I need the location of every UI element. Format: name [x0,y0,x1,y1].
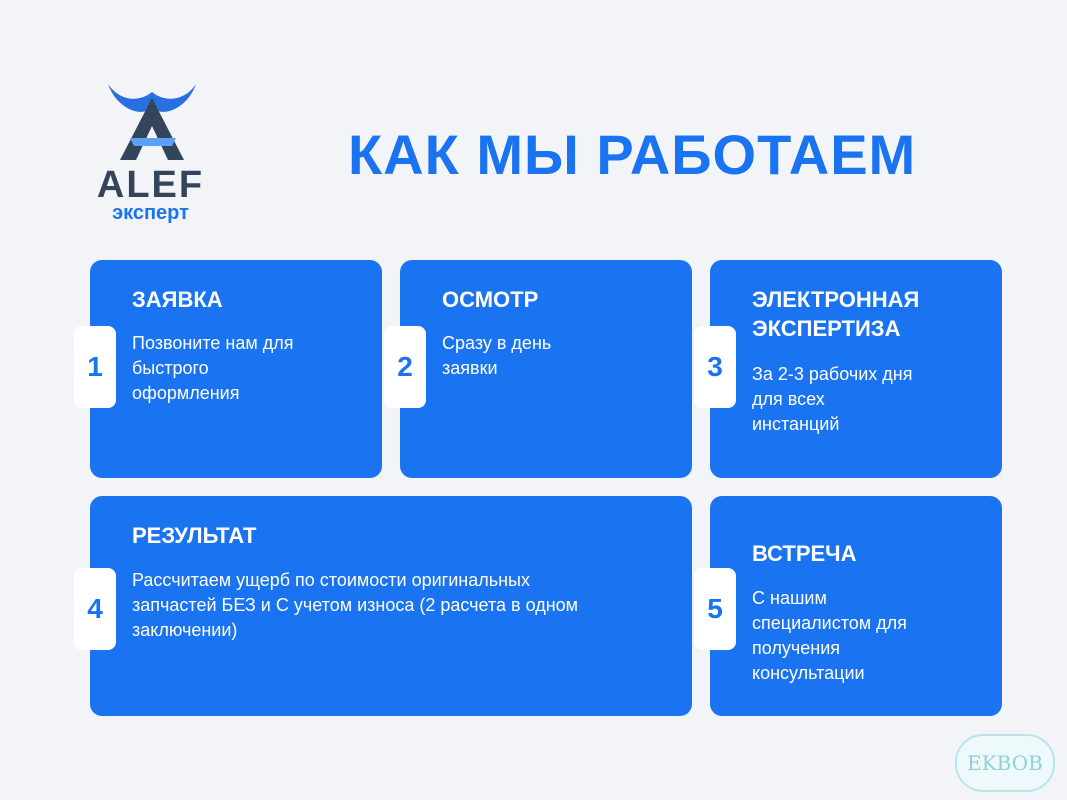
step-title-3: ЭЛЕКТРОННАЯ ЭКСПЕРТИЗА [752,287,920,341]
step-number-3: 3 [694,326,736,408]
step-title-4: РЕЗУЛЬТАТ [132,523,257,548]
step-number-1: 1 [74,326,116,408]
step-text-4: Рассчитаем ущерб по стоимости оригинальных запчастей БЕЗ и С учетом износа (2 расчета в одном заключении) [132,570,579,640]
step-card-3 [707,260,1002,478]
step-text-1: Позвоните нам для быстрого оформления [132,333,294,403]
alef-logo [78,78,228,228]
logo-subtitle: эксперт [112,202,189,224]
step-text-2: Сразу в день заявки [442,333,552,378]
step-number-5: 5 [694,568,736,650]
step-title-2: ОСМОТР [442,287,539,312]
step-title-1: ЗАЯВКА [132,287,223,312]
step-title-5: ВСТРЕЧА [752,541,857,566]
step-number-2: 2 [384,326,426,408]
step-card-5 [707,496,1002,716]
step-text-3: За 2-3 рабочих дня для всех инстанций [752,364,913,434]
logo-wordmark: ALEF [96,164,205,206]
watermark-logo: EKBOB [955,734,1055,792]
step-number-4: 4 [74,568,116,650]
step-card-2 [397,260,692,478]
step-card-4 [87,496,692,716]
alef-emblem-icon [106,78,198,162]
page-title: КАК МЫ РАБОТАЕМ [348,123,917,186]
step-card-1 [87,260,382,478]
step-text-5: С нашим специалистом для получения консультации [752,588,907,683]
